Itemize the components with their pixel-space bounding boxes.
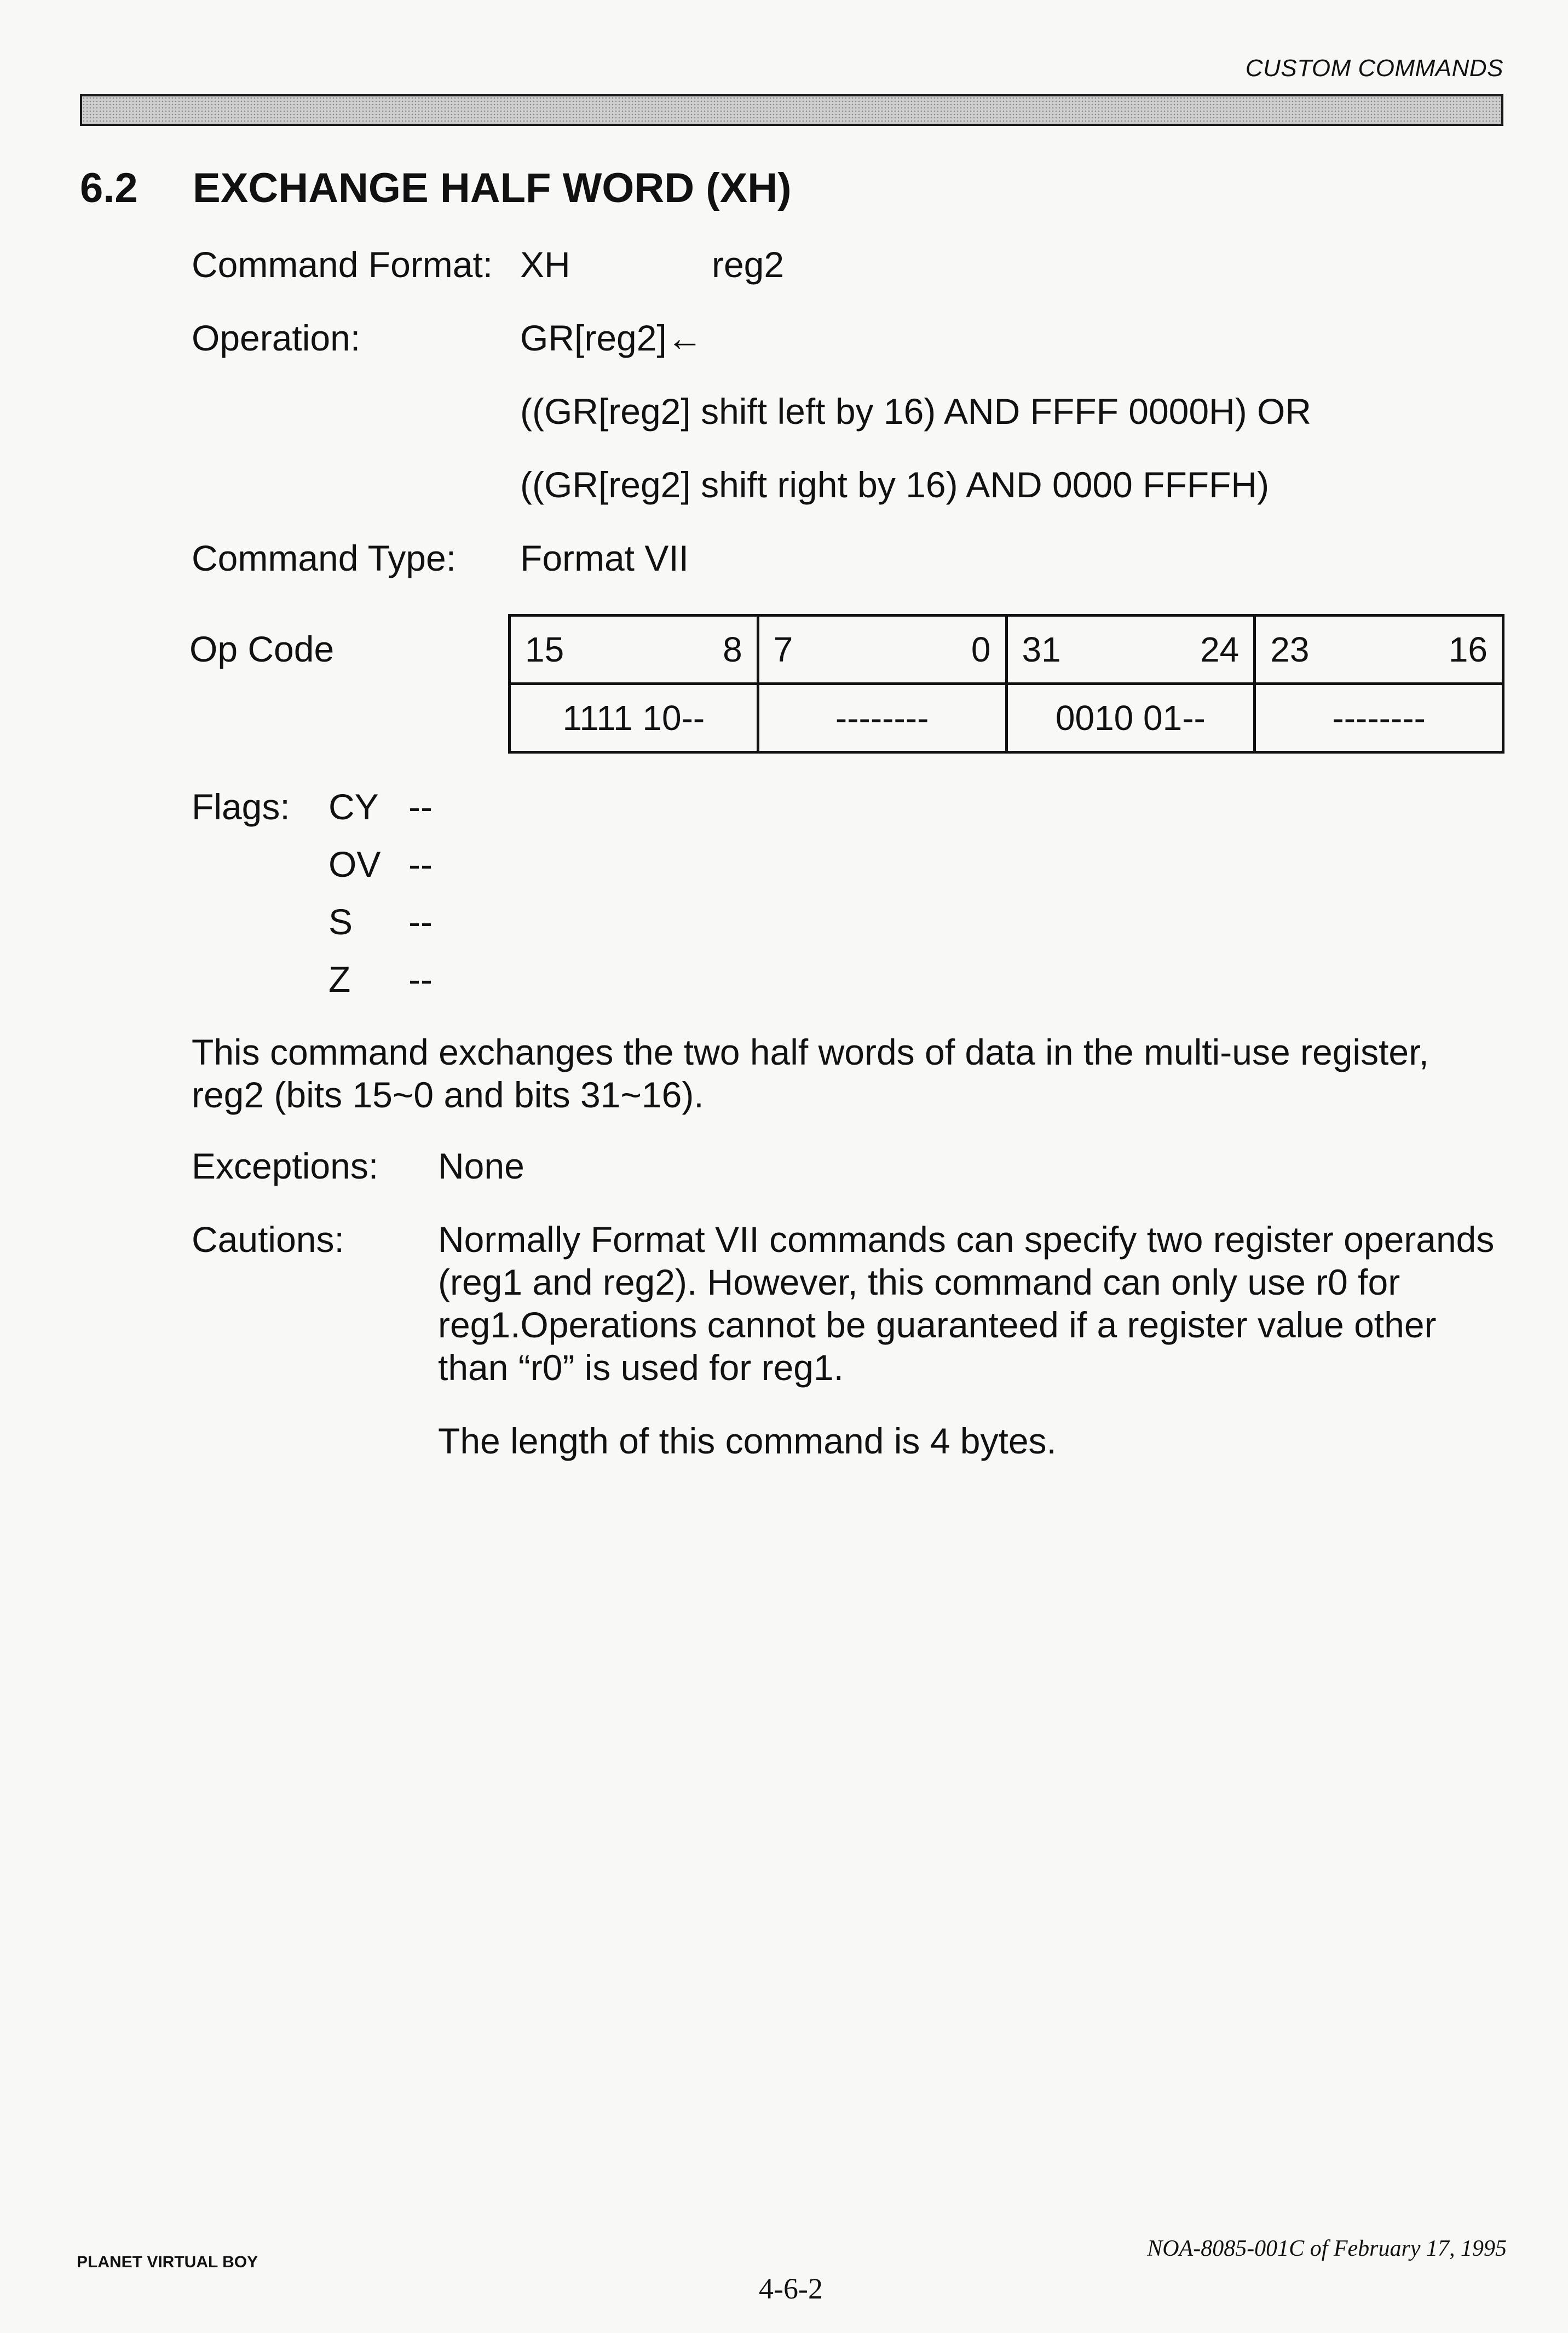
opcode-table [508, 614, 1504, 754]
bit-high: 23 [1270, 630, 1310, 669]
section-title: EXCHANGE HALF WORD (XH) [193, 165, 792, 211]
cautions-line-2: (reg1 and reg2). However, this command can only use r0 for [438, 1262, 1400, 1302]
bit-low: 0 [971, 630, 991, 669]
footer-publication: PLANET VIRTUAL BOY [77, 2253, 258, 2271]
flag-value: -- [408, 959, 433, 999]
bit-low: 8 [723, 630, 742, 669]
command-type-label: Command Type: [192, 538, 457, 578]
flag-name: OV [328, 844, 381, 884]
bit-high: 7 [773, 630, 793, 669]
opcode-bits-cell [1006, 616, 1255, 684]
bit-high: 31 [1022, 630, 1061, 669]
command-format-operand: reg2 [712, 244, 785, 285]
opcode-label: Op Code [189, 629, 335, 669]
operation-line-1: GR[reg2]← [520, 318, 703, 358]
cautions-line-1: Normally Format VII commands can specify two register operands [438, 1219, 1495, 1260]
description-line-1: This command exchanges the two half words of data in the multi-use register, [192, 1032, 1429, 1072]
opcode-bit-row [510, 616, 1503, 684]
exceptions-label: Exceptions: [192, 1146, 379, 1186]
bit-low: 24 [1200, 630, 1240, 669]
opcode-code-cell: 1111 10-- [510, 684, 758, 752]
cautions-line-3: reg1.Operations cannot be guaranteed if a register value other [438, 1305, 1437, 1345]
running-header: CUSTOM COMMANDS [1245, 55, 1503, 82]
description-line-2: reg2 (bits 15~0 and bits 31~16). [192, 1074, 704, 1115]
exceptions-value: None [438, 1146, 524, 1186]
command-length-note: The length of this command is 4 bytes. [438, 1421, 1057, 1461]
flag-name: Z [328, 959, 351, 999]
bit-high: 15 [525, 630, 564, 669]
opcode-code-cell: 0010 01-- [1006, 684, 1255, 752]
opcode-code-row [510, 684, 1503, 752]
flag-name: S [328, 901, 353, 942]
operation-label: Operation: [192, 318, 361, 358]
command-format-mnemonic: XH [520, 244, 570, 285]
opcode-bits-cell [510, 616, 758, 684]
cautions-line-4: than “r0” is used for reg1. [438, 1347, 844, 1388]
section-number: 6.2 [80, 165, 138, 211]
header-rule-bar [80, 94, 1503, 126]
bit-low: 16 [1448, 630, 1488, 669]
opcode-code-cell: -------- [758, 684, 1006, 752]
operation-line-3: ((GR[reg2] shift right by 16) AND 0000 FFFFH) [520, 464, 1270, 505]
opcode-bits-cell [758, 616, 1006, 684]
flag-value: -- [408, 786, 433, 827]
footer-document-id: NOA-8085-001C of February 17, 1995 [1147, 2236, 1507, 2261]
flags-label: Flags: [192, 786, 290, 827]
flag-value: -- [408, 844, 433, 884]
operation-line-2: ((GR[reg2] shift left by 16) AND FFFF 0000H) OR [520, 391, 1312, 432]
opcode-code-cell: -------- [1255, 684, 1503, 752]
page-number: 4-6-2 [759, 2272, 823, 2305]
cautions-label: Cautions: [192, 1219, 344, 1260]
opcode-bits-cell [1255, 616, 1503, 684]
command-type-value: Format VII [520, 538, 689, 578]
flag-name: CY [328, 786, 379, 827]
flag-value: -- [408, 901, 433, 942]
command-format-label: Command Format: [192, 244, 493, 285]
